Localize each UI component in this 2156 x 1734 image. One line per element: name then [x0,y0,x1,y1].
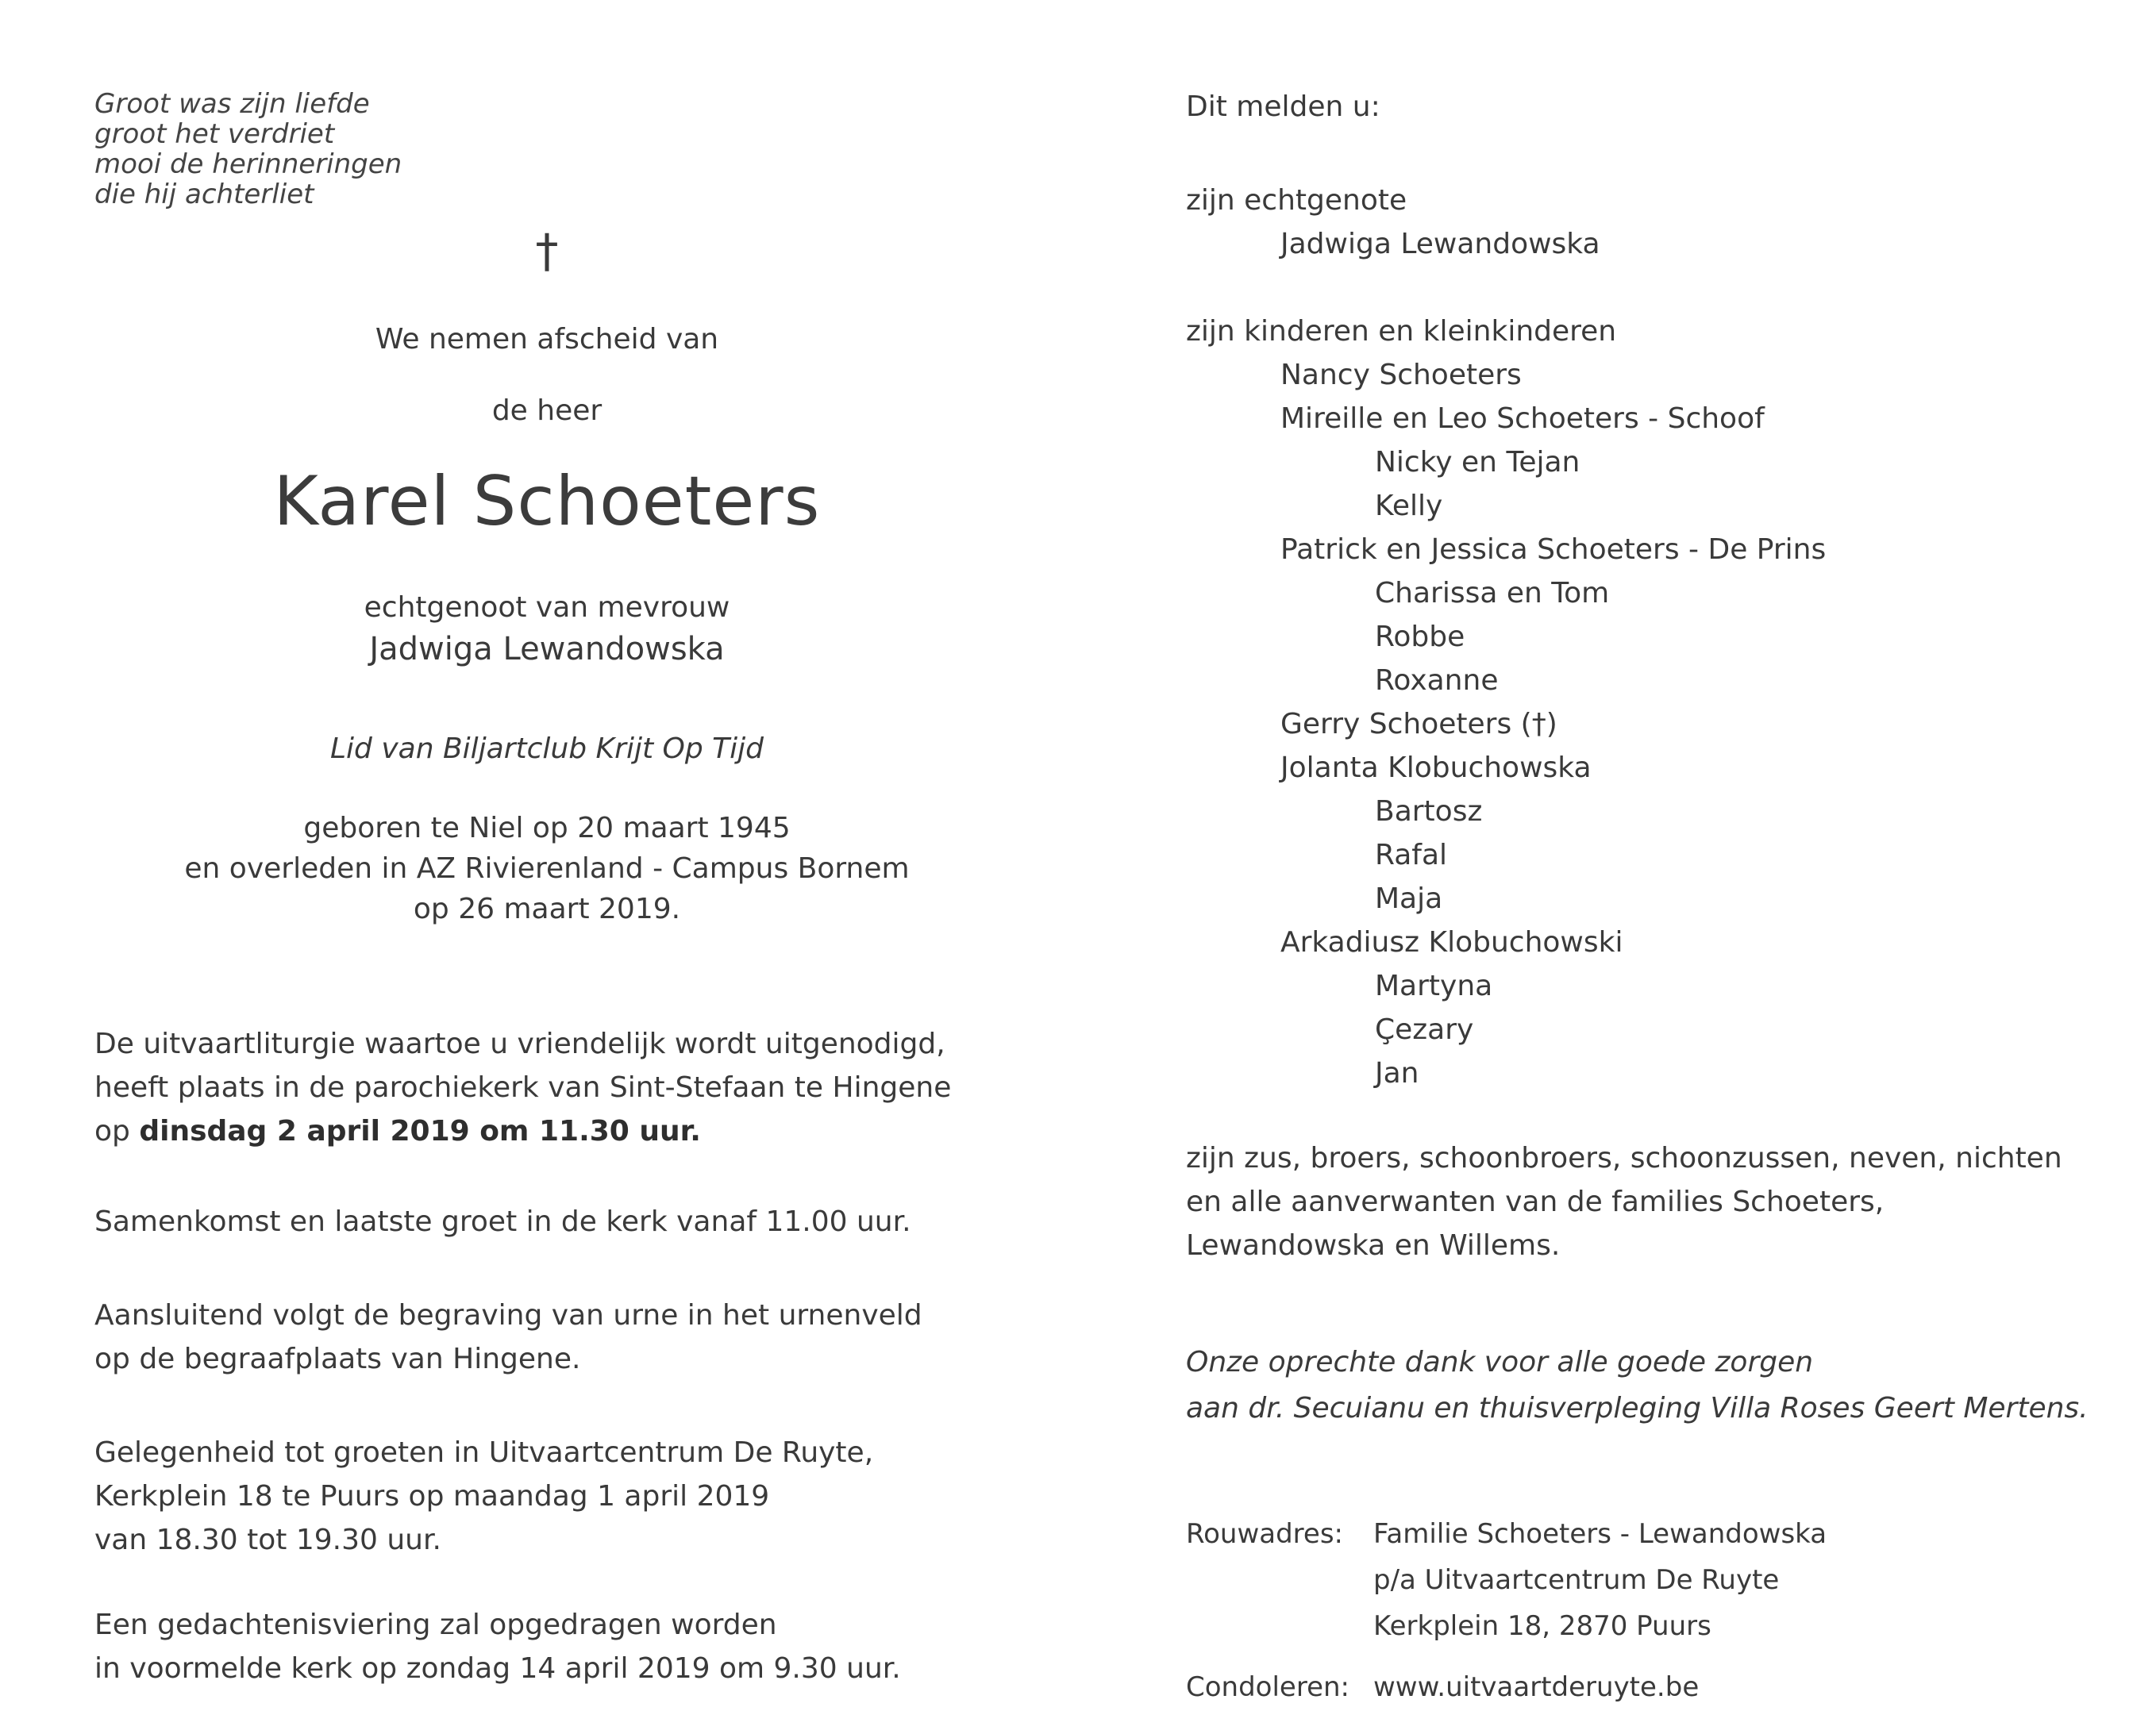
relatives-line: en alle aanverwanten van de families Schoeters, [1186,1186,1885,1218]
memorial-block [94,1603,901,1690]
liturgy-datetime: dinsdag 2 april 2019 om 11.30 uur. [139,1115,701,1148]
child-entry: Mireille en Leo Schoeters - Schoof [1280,402,1765,435]
death-date-line: op 26 maart 2019. [413,893,681,925]
honorific: de heer [491,394,603,427]
child-entry: Nancy Schoeters [1280,359,1522,391]
birth-line: geboren te Niel op 20 maart 1945 [303,812,791,844]
children-heading: zijn kinderen en kleinkinderen [1186,315,1617,348]
grandchild-entry: Çezary [1375,1013,1474,1046]
farewell-text: We nemen afscheid van [375,323,719,356]
relatives-line: Lewandowska en Willems. [1186,1229,1561,1262]
memorial-line: in voormelde kerk op zondag 14 april 2019 om 9.30 uur. [94,1652,901,1685]
grandchild-entry: Kelly [1375,490,1443,522]
thanks-block [1186,1340,2089,1432]
child-entry: Jolanta Klobuchowska [1280,752,1592,784]
viewing-block [94,1431,873,1562]
child-entry: Gerry Schoeters (†) [1280,708,1557,740]
poem-line: die hij achterliet [94,179,314,210]
spouse-name: Jadwiga Lewandowska [369,631,725,667]
relatives-block [1186,1136,2062,1267]
liturgy-date-line [94,1109,951,1153]
viewing-line: Kerkplein 18 te Puurs op maandag 1 april 2019 [94,1480,770,1513]
poem-line: groot het verdriet [94,118,335,150]
intro-text: Dit melden u: [1186,90,1380,123]
relatives-line: zijn zus, broers, schoonbroers, schoonzussen, neven, nichten [1186,1142,2062,1175]
gathering-text: Samenkomst en laatste groet in de kerk vanaf 11.00 uur. [94,1205,911,1238]
grandchild-entry: Bartosz [1375,795,1483,828]
grandchild-entry: Charissa en Tom [1375,577,1610,609]
life-dates [94,808,999,929]
memorial-line: Een gedachtenisviering zal opgedragen worden [94,1609,777,1641]
spouse-entry: Jadwiga Lewandowska [1280,228,1600,260]
club-membership: Lid van Biljartclub Krijt Op Tijd [329,732,764,765]
viewing-line: van 18.30 tot 19.30 uur. [94,1524,441,1556]
child-entry: Patrick en Jessica Schoeters - De Prins [1280,533,1827,566]
liturgy-block [94,1022,951,1153]
grandchild-entry: Nicky en Tejan [1375,446,1580,479]
burial-block [94,1294,922,1381]
death-place-line: en overleden in AZ Rivierenland - Campus Bornem [184,852,910,885]
poem [94,89,402,210]
condolence-label: Condoleren: [1186,1671,1349,1703]
thanks-line: Onze oprechte dank voor alle goede zorgen [1186,1346,1814,1378]
grandchild-entry: Martyna [1375,970,1493,1002]
address-label: Rouwadres: [1186,1518,1343,1550]
spouse-label: echtgenoot van mevrouw [364,591,730,624]
grandchild-entry: Maja [1375,882,1443,915]
deceased-name: Karel Schoeters [273,462,821,541]
address-line: p/a Uitvaartcentrum De Ruyte [1373,1564,1780,1596]
spouse-heading: zijn echtgenote [1186,184,1407,217]
liturgy-line: De uitvaartliturgie waartoe u vriendelijk wordt uitgenodigd, [94,1028,945,1060]
burial-line: Aansluitend volgt de begraving van urne in het urnenveld [94,1299,922,1332]
poem-line: mooi de herinneringen [94,148,402,180]
thanks-line: aan dr. Secuianu en thuisverpleging Villa Roses Geert Mertens. [1186,1392,2089,1424]
child-entry: Arkadiusz Klobuchowski [1280,926,1623,959]
grandchild-entry: Robbe [1375,621,1465,653]
address-line: Kerkplein 18, 2870 Puurs [1373,1610,1711,1642]
burial-line: op de begraafplaats van Hingene. [94,1343,581,1375]
grandchild-entry: Rafal [1375,839,1448,871]
cross-symbol: † [535,224,559,278]
viewing-line: Gelegenheid tot groeten in Uitvaartcentrum De Ruyte, [94,1436,874,1469]
liturgy-prefix: op [94,1115,140,1148]
liturgy-line: heeft plaats in de parochiekerk van Sint-Stefaan te Hingene [94,1071,952,1104]
grandchild-entry: Jan [1375,1057,1419,1090]
grandchild-entry: Roxanne [1375,664,1499,697]
address-block [1373,1511,1827,1649]
address-line: Familie Schoeters - Lewandowska [1373,1518,1827,1550]
condolence-link[interactable]: www.uitvaartderuyte.be [1373,1671,1700,1703]
poem-line: Groot was zijn liefde [94,88,370,120]
